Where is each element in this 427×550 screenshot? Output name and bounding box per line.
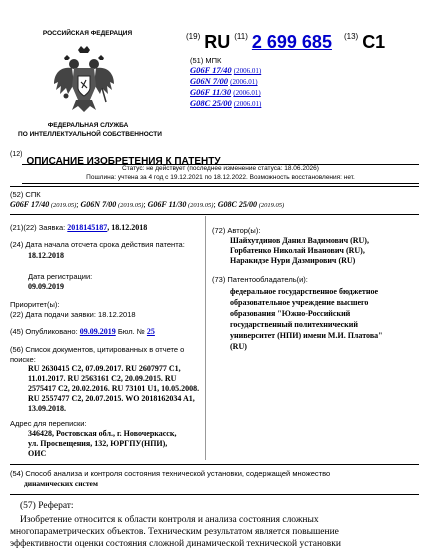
divider [10, 186, 419, 187]
abstract-label: (57) Реферат: [20, 501, 74, 511]
divider [10, 464, 419, 465]
registration-date: 09.09.2019 [28, 282, 64, 291]
agency-line1: ФЕДЕРАЛЬНАЯ СЛУЖБА [47, 122, 129, 129]
mpk-item[interactable]: G06F 11/30 (2006.01) [190, 87, 261, 97]
address-line3: ОИС [28, 449, 47, 458]
address-line1: 346428, Ростовская обл., г. Новочеркасск, [28, 429, 177, 438]
priority-label: Приоритет(ы): [10, 300, 60, 309]
agency-line2: ПО ИНТЕЛЛЕКТУАЛЬНОЙ СОБСТВЕННОСТИ [18, 131, 162, 138]
document-title: $^{(12)}$ ОПИСАНИЕ ИЗОБРЕТЕНИЯ К ПАТЕНТУ [10, 151, 221, 167]
abstract-text: Изобретение относится к области контроля и анализа состояния сложных многопараметрических объектов. Техническим результатом является повышение эффективности оценки состояния сложной динамической технической установки [10, 515, 341, 549]
mpk-item[interactable]: G08C 25/00 (2006.01) [190, 98, 262, 108]
country-name: РОССИЙСКАЯ ФЕДЕРАЦИЯ [42, 30, 133, 37]
patent-number-line [186, 32, 385, 53]
owner-line: федеральное государственное бюджетное [230, 287, 379, 296]
owner-line: университет (НПИ) имени М.И. Платова" [230, 331, 383, 340]
column-divider [205, 216, 206, 460]
authors-label: (72) Автор(ы): [212, 226, 261, 235]
address-line2: ул. Просвещения, 132, ЮРГПУ(НПИ), [28, 439, 168, 448]
fee-line: Пошлина: учтена за 4 год с 19.12.2021 по 18.12.2022. Возможность восстановления: нет. [86, 173, 355, 181]
status-block [22, 164, 419, 184]
divider [10, 494, 419, 495]
author-2: Горбатенко Николай Иванович (RU), [230, 246, 365, 255]
invention-title: (54) Способ анализа и контроля состояния технической установки, содержащей множество динамических систем [10, 469, 331, 488]
publication-date-link[interactable]: 09.09.2019 [79, 327, 116, 336]
application-line: (21)(22) Заявка: 2018145187, 18.12.2018 [10, 223, 148, 232]
priority-date: (22) Дата подачи заявки: 18.12.2018 [10, 310, 136, 319]
owner-line: (RU) [230, 342, 247, 351]
mpk-list [190, 65, 261, 109]
term-start-date: 18.12.2018 [28, 251, 64, 260]
owner-line: образовательное учреждение высшего [230, 298, 369, 307]
spk-label: (52) СПК [10, 190, 41, 199]
mpk-item[interactable]: G06F 17/40 (2006.01) [190, 65, 262, 75]
kind-code: C1 [362, 32, 386, 52]
code-13: (13) [343, 32, 359, 41]
spk-item[interactable]: G08C 25/00 (2019.05) [217, 200, 285, 209]
spk-item[interactable]: G06F 17/40 (2019.05) [10, 200, 77, 209]
publication-line: (45) Опубликовано: 09.09.2019 Бюл. № 25 [10, 327, 155, 336]
patent-number-link[interactable]: 2 699 685 [251, 32, 332, 52]
owner-line: образования "Южно-Российский [230, 309, 351, 318]
spk-item[interactable]: G06N 7/00 (2019.05) [80, 200, 144, 209]
mpk-label: (51) МПК [190, 56, 222, 65]
author-1: Шайхутдинов Данил Вадимович (RU), [230, 236, 369, 245]
registration-label: Дата регистрации: [28, 272, 93, 281]
country-code: RU [204, 32, 231, 52]
spk-list: G06F 17/40 (2019.05); G06N 7/00 (2019.05); G06F 11/30 (2019.05); G08C 25/00 (2019.05) [10, 200, 285, 209]
bulletin-number-link[interactable]: 25 [146, 327, 155, 336]
cited-docs-text: RU 2630415 C2, 07.09.2017. RU 2607977 C1, 11.01.2017. RU 2563161 C2, 20.09.2015. RU 2575417 C2, 20.02.2016. RU 73101 U1, 10.05.2008. RU 2557477 C2, 20.07.2015. WO 2018162034 A1, 13.09.2018. [28, 364, 200, 413]
mpk-item[interactable]: G06N 7/00 (2006.01) [190, 76, 258, 86]
spk-item[interactable]: G06F 11/30 (2019.05) [147, 200, 214, 209]
status-line: Статус: не действует (последнее изменение статуса: 18.06.2026) [122, 165, 319, 172]
author-3: Наракидзе Нури Дазмирович (RU) [230, 256, 356, 265]
code-11: (11) [234, 32, 248, 41]
russian-emblem [52, 44, 116, 116]
application-number-link[interactable]: 2018145187 [67, 223, 108, 232]
term-start-label: (24) Дата начала отсчета срока действия патента: [10, 240, 185, 249]
owner-line: государственный политехнический [230, 320, 358, 329]
code-19: (19) [186, 32, 201, 41]
divider [10, 214, 419, 215]
cited-docs-label: (56) Список документов, цитированных в отчете о поиске: [10, 345, 185, 364]
owner-label: (73) Патентообладатель(и): [212, 275, 308, 284]
address-label: Адрес для переписки: [10, 419, 87, 428]
